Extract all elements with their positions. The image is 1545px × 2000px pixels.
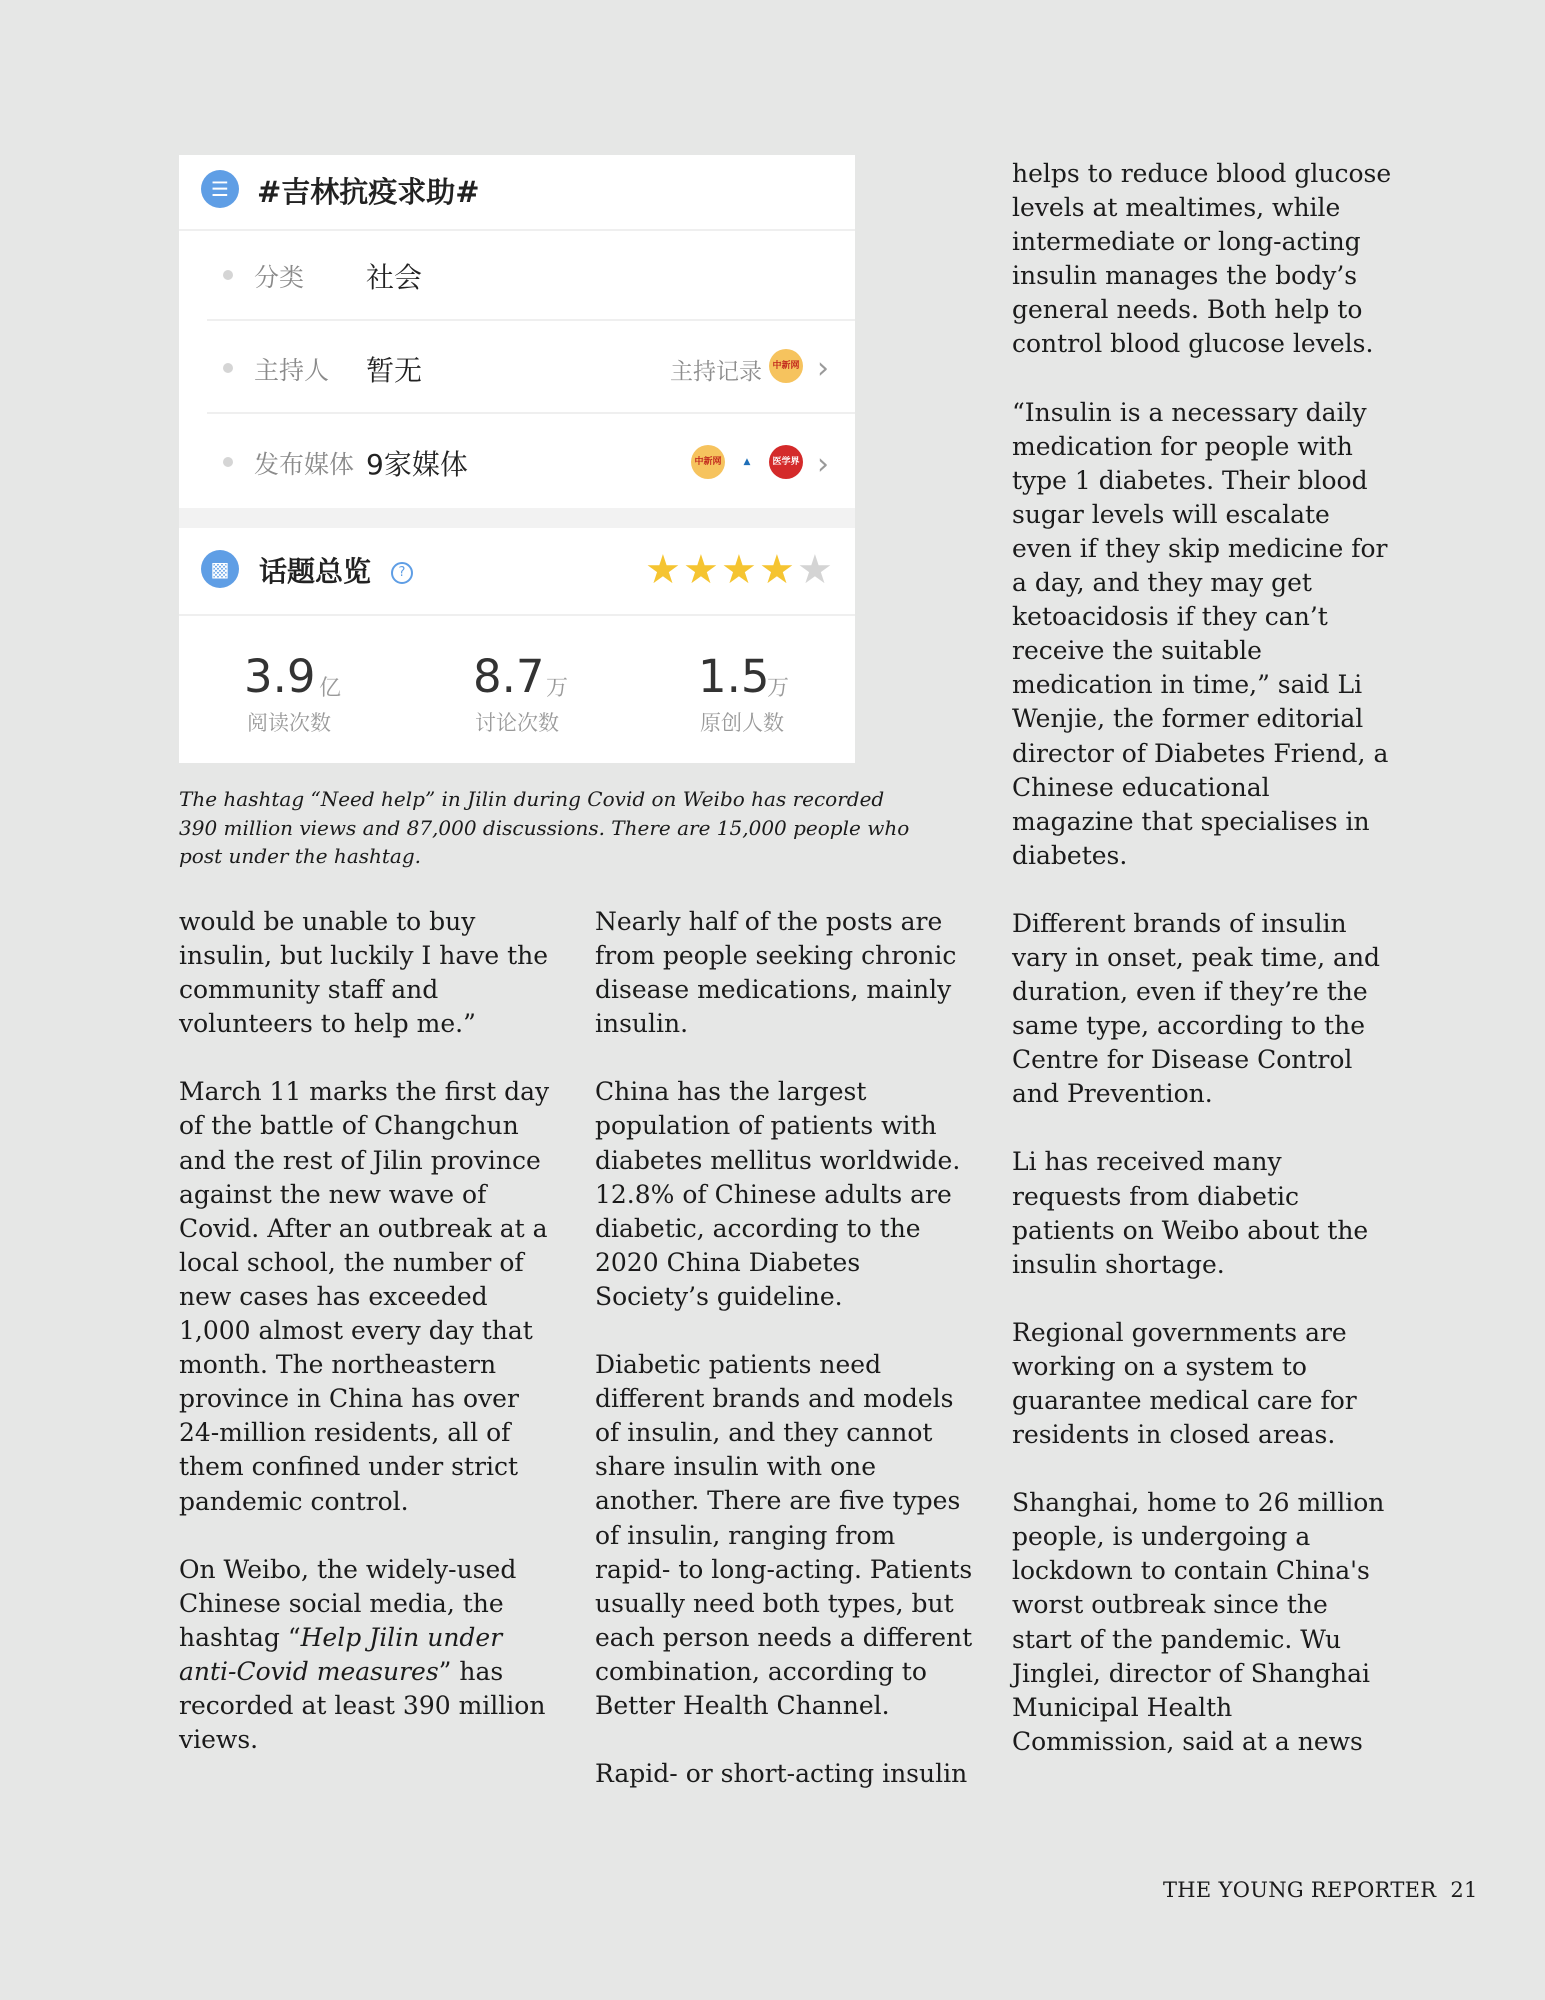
divider bbox=[207, 319, 855, 321]
paragraph: Regional governments are working on a system to guarantee medical care for residents in closed areas. bbox=[1012, 1317, 1357, 1450]
chevron-right-icon: › bbox=[817, 351, 829, 386]
stat-number: 1.5 bbox=[698, 650, 770, 703]
paragraph: would be unable to buy insulin, but luckily I have the community staff and volunteers to help me.” bbox=[179, 907, 549, 1039]
stat-unit: 亿 bbox=[319, 676, 342, 701]
topic-overview-panel bbox=[179, 528, 855, 763]
stat-label: 原创人数 bbox=[700, 711, 784, 735]
host-label: 主持人 bbox=[254, 356, 330, 385]
image-caption: The hashtag “Need help” in Jilin during Covid on Weibo has recorded 390 million views and 87,000 discussions. There are 15,000 people who post under the hashtag. bbox=[179, 787, 910, 868]
paragraph: Different brands of insulin vary in onset, peak time, and duration, even if they’re the same type, according to the Centre for Disease Control and Prevention. bbox=[1012, 908, 1381, 1109]
text-run: On Weibo, the widely-used Chinese social media, the hashtag “ bbox=[179, 1554, 517, 1652]
paragraph: March 11 marks the first day of the battle of Changchun and the rest of Jilin province against the new wave of Covid. After an outbreak at a local school, the number of new cases has exceeded 1,000 almost every day that month. The northeastern province in China has over 24-million residents, all of them confined under strict pandemic control. bbox=[179, 1077, 550, 1516]
page-footer bbox=[1163, 1878, 1478, 1902]
china-news-logo: ▲ bbox=[730, 445, 764, 479]
star-filled-icon: ★ bbox=[721, 547, 757, 593]
paragraph bbox=[179, 1553, 554, 1758]
stat-unit: 万 bbox=[767, 676, 790, 701]
star-filled-icon: ★ bbox=[759, 547, 795, 593]
paragraph: Nearly half of the posts are from people seeking chronic disease medications, mainly insulin. bbox=[595, 907, 957, 1039]
media-label: 发布媒体 bbox=[254, 450, 355, 479]
media-value: 9家媒体 bbox=[366, 448, 468, 481]
topic-info-panel bbox=[179, 155, 855, 508]
article-column-1 bbox=[179, 905, 554, 1791]
stat-unit: 万 bbox=[546, 676, 569, 701]
bullet-dot bbox=[223, 457, 233, 467]
paragraph: Shanghai, home to 26 million people, is undergoing a lockdown to contain China's worst outbreak since the start of the pandemic. Wu Jinglei, director of Shanghai Municipal Health Commission, said at a news bbox=[1012, 1488, 1385, 1756]
category-value: 社会 bbox=[366, 261, 423, 294]
article-column-2 bbox=[595, 905, 975, 1825]
overview-title: 话题总览 bbox=[259, 555, 372, 588]
chevron-right-icon: › bbox=[817, 447, 829, 482]
help-icon[interactable]: ? bbox=[391, 562, 413, 584]
stat-label: 阅读次数 bbox=[247, 711, 331, 735]
category-label: 分类 bbox=[254, 263, 305, 292]
weibo-topic-screenshot bbox=[179, 155, 855, 763]
star-empty-icon: ★ bbox=[797, 547, 833, 593]
stat-number: 8.7 bbox=[473, 650, 545, 703]
publication-name: THE YOUNG REPORTER bbox=[1163, 1878, 1437, 1902]
article-column-3 bbox=[1012, 157, 1392, 1793]
host-record-label: 主持记录 bbox=[670, 359, 762, 385]
paragraph: Rapid- or short-acting insulin bbox=[595, 1759, 968, 1789]
paragraph: “Insulin is a necessary daily medication for people with type 1 diabetes. Their blood sugar levels will escalate even if they skip medicine for a day, and they may get ketoacidosis if they can’t receive the suitable medication in time,” said Li Wenjie, the former editorial director of Diabetes Friend, a Chinese educational magazine that specialises in diabetes. bbox=[1012, 397, 1389, 870]
paragraph: helps to reduce blood glucose levels at mealtimes, while intermediate or long-acting insulin manages the body’s general needs. Both help to control blood glucose levels. bbox=[1012, 159, 1392, 359]
host-value: 暂无 bbox=[366, 354, 423, 387]
text-run: ” has recorded at least 390 million views. bbox=[179, 1656, 546, 1755]
bullet-dot bbox=[223, 363, 233, 373]
yixuejie-logo: 医学界 bbox=[769, 445, 803, 479]
zhongxin-logo: 中新网 bbox=[769, 349, 803, 383]
hashtag-translation: Help Jilin under anti-Covid measures bbox=[179, 1622, 503, 1686]
star-filled-icon: ★ bbox=[645, 547, 681, 593]
star-filled-icon: ★ bbox=[683, 547, 719, 593]
stat-label: 讨论次数 bbox=[475, 711, 559, 735]
zhongxin-logo: 中新网 bbox=[691, 445, 725, 479]
topic-title: #吉林抗疫求助# bbox=[257, 175, 480, 209]
page-number: 21 bbox=[1450, 1878, 1478, 1902]
paragraph: Diabetic patients need different brands and models of insulin, and they cannot share insulin with one another. There are five types of insulin, ranging from rapid- to long-acting. Patients usually need both types, but each person needs a different combination, according to Better Health Channel. bbox=[595, 1350, 973, 1720]
divider bbox=[179, 614, 855, 616]
list-icon: ☰ bbox=[201, 170, 239, 208]
paragraph: Li has received many requests from diabetic patients on Weibo about the insulin shortage. bbox=[1012, 1147, 1369, 1279]
divider bbox=[179, 229, 855, 231]
chart-icon: ▩ bbox=[201, 550, 239, 588]
paragraph: China has the largest population of patients with diabetes mellitus worldwide. 12.8% of Chinese adults are diabetic, according to the 2020 China Diabetes Society’s guideline. bbox=[595, 1077, 961, 1311]
stat-number: 3.9 bbox=[244, 650, 316, 703]
divider bbox=[207, 412, 855, 414]
bullet-dot bbox=[223, 270, 233, 280]
